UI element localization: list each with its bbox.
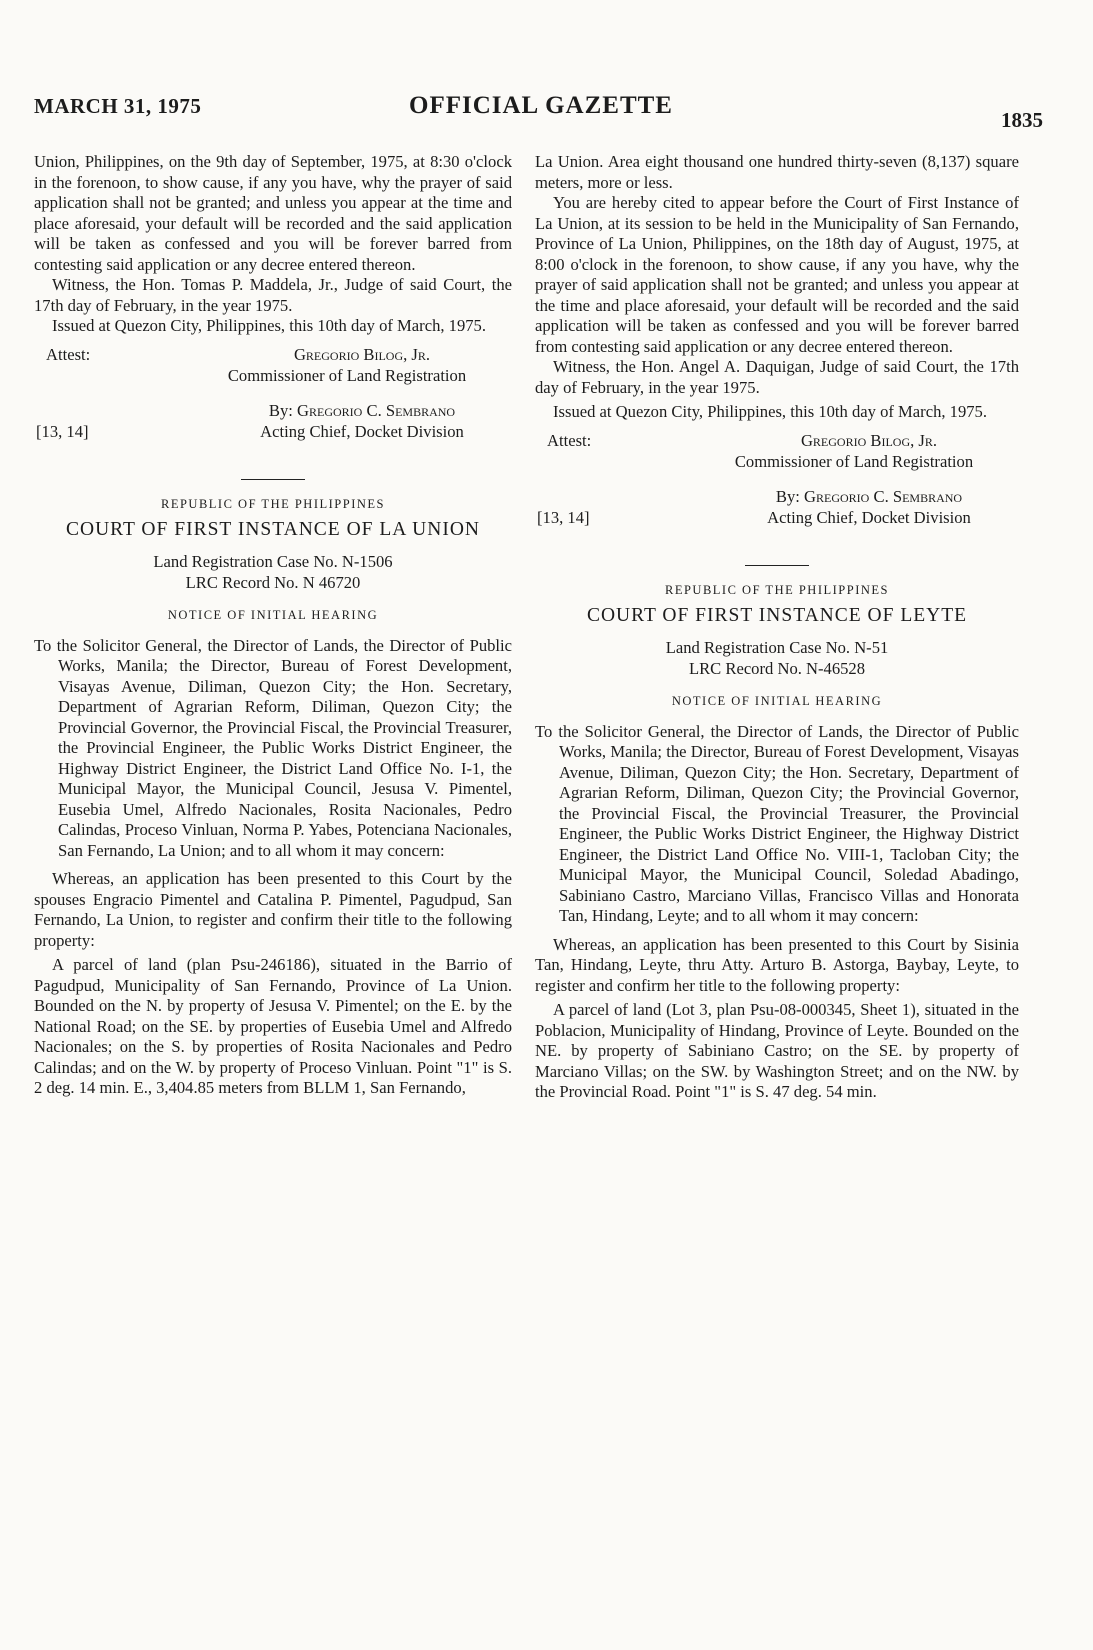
signatory-title: Acting Chief, Docket Division [767, 507, 971, 527]
record-number: LRC Record No. N-46528 [688, 658, 866, 678]
witness-paragraph: Witness, the Hon. Angel A. Daquigan, Judge of said Court, the 17th day of February, in the year 1975. [535, 357, 1019, 397]
issued-paragraph: Issued at Quezon City, Philippines, this 10th day of March, 1975. [553, 402, 987, 421]
page-header [34, 92, 1043, 132]
case-number: Land Registration Case No. N-51 [665, 638, 889, 657]
left-column [34, 152, 512, 1099]
whereas-paragraph: Whereas, an application has been presented to this Court by the spouses Engracio Pimentel and Catalina P. Pimentel, Pagudpud, San Fernando, La Union, to register and confirm their title to the following property: [34, 869, 512, 950]
by-label: By: [775, 486, 800, 506]
attestation-block [535, 431, 1019, 549]
court-heading: COURT OF FIRST INSTANCE OF LEYTE [586, 605, 968, 626]
by-label: By: [268, 400, 293, 420]
addressee-paragraph: To the Solicitor General, the Director of Lands, the Director of Public Works, Manila; the Director, Bureau of Forest Development, Visayas Avenue, Diliman, Quezon City; the Hon. Secretary, Department of Agrarian Reform, Diliman, Quezon City; the Provincial Governor, the Provincial Fiscal, the Provincial Treasurer, the Provincial Engineer, the Public Works District Engineer, the Highway District Engineer, the District Land Office No. VIII-1, Tacloban City; the Municipal Mayor, the Municipal Council, Soledad Abadingo, Sabiniano Castro, Marciano Villas, Francisco Villas and Honorata Tan, Hindang, Leyte; and to all whom it may concern: [535, 721, 1019, 925]
continuation-paragraph: La Union. Area eight thousand one hundred thirty-seven (8,137) square meters, more or less. [535, 152, 1019, 192]
signatory-title: Acting Chief, Docket Division [260, 421, 464, 441]
attest-label: Attest: [46, 344, 91, 364]
section-divider [745, 565, 809, 566]
commissioner-name: Gregorio Bilog, Jr. [293, 344, 431, 364]
court-heading: COURT OF FIRST INSTANCE OF LA UNION [65, 519, 480, 540]
continuation-paragraph: Union, Philippines, on the 9th day of September, 1975, at 8:30 o'clock in the forenoon, to show cause, if any you have, why the prayer of said application shall not be granted; and unless you appear at the time and place aforesaid, your default will be recorded and the said application will be taken as confessed and you will be forever barred from contesting said application or any decree entered thereon. [34, 152, 512, 274]
addressee-paragraph: To the Solicitor General, the Director of Lands, the Director of Public Works, Manila; the Director, Bureau of Forest Development, Visayas Avenue, Diliman, Quezon City; the Hon. Secretary, Department of Agrarian Reform, Diliman, Quezon City; the Provincial Governor, the Provincial Fiscal, the Provincial Treasurer, the Provincial Engineer, the Public Works District Engineer, the Highway District Engineer, the District Land Office No. I-1, the Municipal Mayor, the Municipal Council, Jesusa V. Pimentel, Eusebia Umel, Alfredo Nacionales, Rosita Nacionales, Pedro Calindas, Proceso Vinluan, Norma P. Yabes, Potenciana Nacionales, San Fernando, La Union; and to all whom it may concern: [34, 635, 512, 860]
parcel-paragraph: A parcel of land (plan Psu-246186), situated in the Barrio of Pagudpud, Municipality of San Fernando, Province of La Union. Bounded on the N. by property of Jesusa V. Pimentel; on the E. by the National Road; on the SE. by properties of Eusebia Umel and Alfredo Nacionales; on the S. by properties of Rosita Nacionales and Pedro Calindas; and on the W. by property of Proceso Vinluan. Point "1" is S. 2 deg. 14 min. E., 3,404.85 meters from BLLM 1, San Fernando, [34, 955, 512, 1097]
notice-heading: NOTICE OF INITIAL HEARING [167, 608, 379, 622]
republic-heading: REPUBLIC OF THE PHILIPPINES [665, 582, 889, 597]
whereas-paragraph: Whereas, an application has been presented to this Court by Sisinia Tan, Hindang, Leyte, thru Atty. Arturo B. Astorga, Baybay, Leyte, to register and confirm her title to the following property: [535, 934, 1019, 995]
republic-heading: REPUBLIC OF THE PHILIPPINES [161, 496, 385, 511]
commissioner-title: Commissioner of Land Registration [227, 365, 467, 385]
issued-paragraph: Issued at Quezon City, Philippines, this 10th day of March, 1975. [52, 316, 486, 335]
cited-paragraph: You are hereby cited to appear before the Court of First Instance of La Union, at its session to be held in the Municipality of San Fernando, Province of La Union, Philippines, on the 18th day of August, 1975, at 8:00 o'clock in the forenoon, to show cause, if any you have, why the prayer of said application shall not be granted; and unless you appear at the time and place aforesaid, your default will be recorded and the said application will be taken as confessed and you will be forever barred from contesting said application or any decree entered thereon. [535, 193, 1019, 356]
reference-number: [13, 14] [36, 421, 89, 441]
reference-number: [13, 14] [537, 507, 590, 527]
right-column [535, 152, 1019, 1103]
header-date: MARCH 31, 1975 [34, 94, 202, 118]
commissioner-title: Commissioner of Land Registration [734, 451, 974, 471]
signatory-name: Gregorio C. Sembrano [297, 400, 456, 420]
witness-paragraph: Witness, the Hon. Tomas P. Maddela, Jr., Judge of said Court, the 17th day of February, in the year 1975. [34, 275, 512, 315]
parcel-paragraph: A parcel of land (Lot 3, plan Psu-08-000345, Sheet 1), situated in the Poblacion, Municipality of Hindang, Province of Leyte. Bounded on the NE. by property of Sabiniano Castro; on the SE. by property of Marciano Villas; on the SW. by Washington Street; and on the NW. by the Provincial Road. Point "1" is S. 47 deg. 54 min. [535, 1000, 1019, 1101]
signatory-line [212, 401, 512, 422]
record-number: LRC Record No. N 46720 [185, 572, 361, 592]
gazette-title: OFFICIAL GAZETTE [409, 92, 673, 119]
attestation-block [34, 345, 512, 463]
page-number: 1835 [1001, 108, 1043, 132]
case-number: Land Registration Case No. N-1506 [153, 552, 393, 571]
signatory-line [719, 487, 1019, 508]
commissioner-name: Gregorio Bilog, Jr. [800, 430, 938, 450]
signatory-name: Gregorio C. Sembrano [804, 486, 963, 506]
notice-heading: NOTICE OF INITIAL HEARING [671, 694, 883, 708]
attest-label: Attest: [547, 430, 592, 450]
section-divider [241, 479, 305, 480]
